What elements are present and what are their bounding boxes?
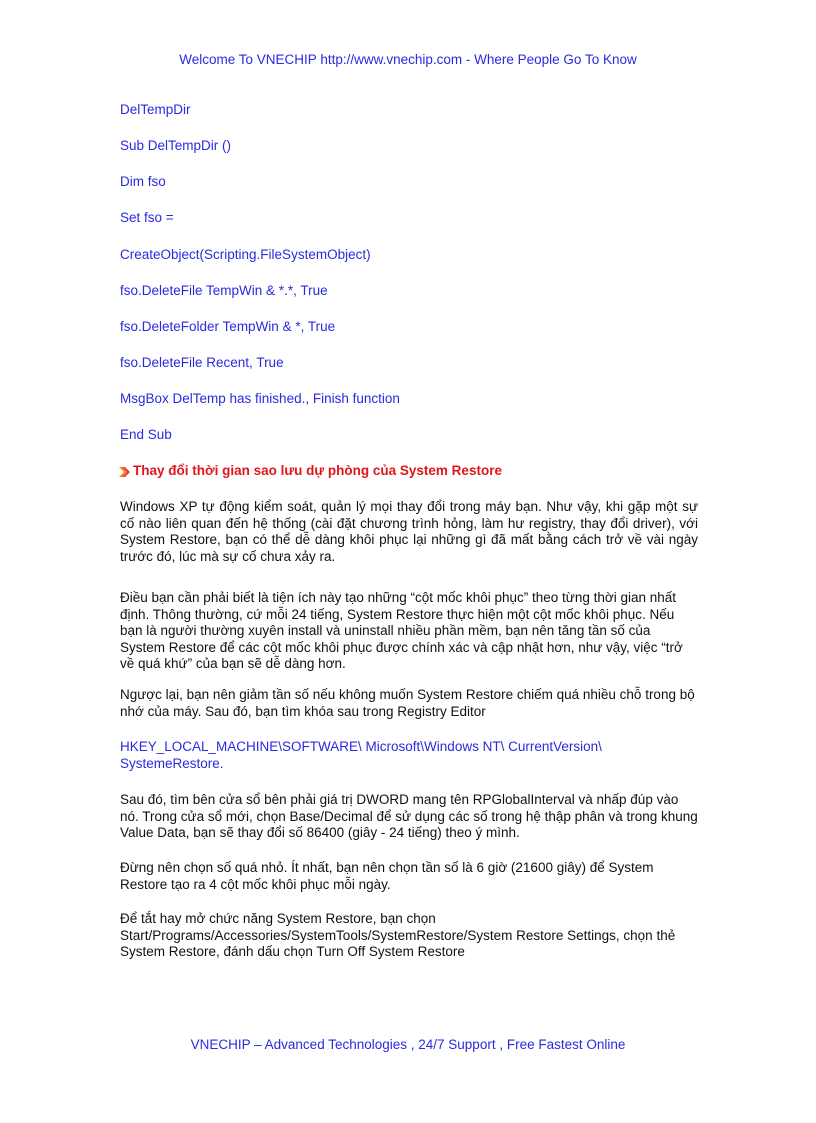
registry-key-line: SystemeRestore. [120,755,224,771]
paragraph-restore-points: Điều bạn cần phải biết là tiện ích này tạo những “cột mốc khôi phục” theo từng thời gian nhất định. Thông thường, cứ mỗi 24 tiếng, System Restore thực hiện một cột mốc khôi phục. Nếu bạn là người thường xuyên install và uninstall nhiều phần mềm, bạn nên tăng tần số của System Restore để các cột mốc khôi phục được chính xác và cập nhật hơn, như vậy, việc “trở về quá khứ” của bạn sẽ dễ dàng hơn. [120,590,683,671]
code-line: fso.DeleteFile TempWin & *.*, True [120,283,328,298]
code-line: MsgBox DelTemp has finished., Finish function [120,391,400,406]
section-title: Thay đổi thời gian sao lưu dự phòng của System Restore [133,463,502,478]
code-line: Sub DelTempDir () [120,138,232,153]
paragraph-dword: Sau đó, tìm bên cửa sổ bên phải giá trị DWORD mang tên RPGlobalInterval và nhấp đúp vào nó. Trong cửa sổ mới, chọn Base/Decimal để sử dụng các số trong hệ thập phân và trong khung Value Data, bạn sẽ thay đổi số 86400 (giây - 24 tiếng) theo ý mình. [120,792,698,840]
code-line: Dim fso [120,174,166,189]
paragraph-minimum: Đừng nên chọn số quá nhỏ. Ít nhất, bạn nên chọn tần số là 6 giờ (21600 giây) để System Restore tạo ra 4 cột mốc khôi phục mỗi ngày. [120,860,654,892]
registry-key-path [120,739,698,772]
paragraph-intro: Windows XP tự động kiểm soát, quản lý mọi thay đổi trong máy bạn. Như vậy, khi gặp một sự cố nào liên quan đến hệ thống (cài đặt chương trình hỏng, làm hư registry, thay đổi driver), với System Restore, bạn có thể dễ dàng khôi phục lại những gì đã mất bằng cách trở về vài ngày trước đó, lúc mà sự cố chưa xảy ra. [120,499,698,564]
paragraph-toggle [120,911,698,961]
registry-key-line: HKEY_LOCAL_MACHINE\SOFTWARE\ Microsoft\Windows NT\ CurrentVersion\ [120,739,602,754]
page-footer: VNECHIP – Advanced Technologies , 24/7 Support , Free Fastest Online [190,1037,626,1052]
code-line: DelTempDir [120,102,191,117]
code-line: fso.DeleteFolder TempWin & *, True [120,319,336,334]
section-heading [118,462,502,480]
paragraph-reduce-frequency: Ngược lại, bạn nên giảm tần số nếu không muốn System Restore chiếm quá nhiều chỗ trong bộ nhớ của máy. Sau đó, bạn tìm khóa sau trong Registry Editor [120,687,695,719]
paragraph-toggle-line: Start/Programs/Accessories/SystemTools/SystemRestore/System Restore Settings, chọn thẻ System Restore, đánh dấu chọn Turn Off System Restore [120,927,676,959]
arrow-bullet-icon [118,465,130,477]
code-line: End Sub [120,427,172,442]
code-line: fso.DeleteFile Recent, True [120,355,284,370]
paragraph-toggle-line: Để tắt hay mở chức năng System Restore, bạn chọn [120,911,436,926]
code-line: Set fso = [120,210,174,225]
page-header: Welcome To VNECHIP http://www.vnechip.com - Where People Go To Know [179,52,637,67]
code-line: CreateObject(Scripting.FileSystemObject) [120,247,371,262]
